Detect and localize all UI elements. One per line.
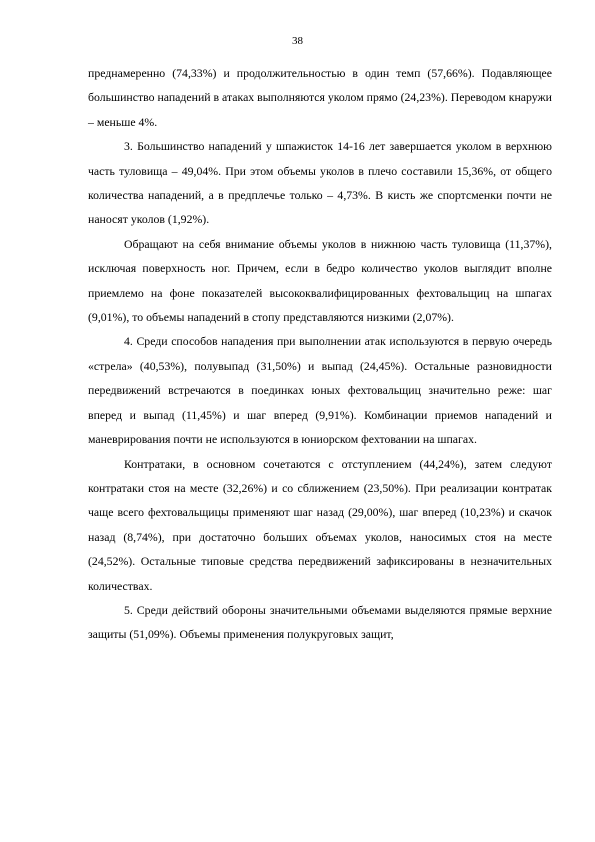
paragraph-counterattacks: Контратаки, в основном сочетаются с отступлением (44,24%), затем следуют контратаки стоя на месте (32,26%) и со сближением (23,50%). При реализации контратак чаще всего фехтовальщицы применяют шаг назад (29,00%), шаг вперед (10,23%) и скачок назад (8,74%), при достаточно больших объемах уколов, наносимых стоя на месте (24,52%). Остальные типовые средства передвижений зафиксированы в незначительных количествах. <box>88 456 552 593</box>
body-text <box>88 61 552 647</box>
paragraph-continuation: преднамеренно (74,33%) и продолжительностью в один темп (57,66%). Подавляющее большинство нападений в атаках выполняются уколом прямо (24,23%). Переводом кнаружи – меньше 4%. <box>88 66 552 129</box>
paragraph-conclusion-4: 4. Среди способов нападения при выполнении атак используются в первую очередь «стрела» (40,53%), полувыпад (31,50%) и выпад (24,45%). Остальные разновидности передвижений встречаются в поединках юных фехтовальщиц значительно реже: шаг вперед и выпад (11,45%) и шаг вперед (9,91%). Комбинации приемов нападений и маневрирования почти не используются в юниорском фехтовании на шпагах. <box>88 334 552 447</box>
paragraph-lower-torso: Обращают на себя внимание объемы уколов в нижнюю часть туловища (11,37%), исключая поверхность ног. Причем, если в бедро количество уколов выглядит вполне приемлемо на фоне показателей высококвалифицированных фехтовальщиц на шпагах (9,01%), то объемы нападений в стопу представляются низкими (2,07%). <box>88 236 552 325</box>
paragraph-conclusion-3: 3. Большинство нападений у шпажисток 14-16 лет завершается уколом в верхнюю часть туловища – 49,04%. При этом объемы уколов в плечо составили 15,36%, от общего количества нападений, а в предплечье только – 4,73%. В кисть же спортсменки почти не наносят уколов (1,92%). <box>88 139 552 227</box>
paragraph-conclusion-5: 5. Среди действий обороны значительными объемами выделяются прямые верхние защиты (51,09%). Объемы применения полукруговых защит, <box>88 602 552 642</box>
page-number: 38 <box>292 35 303 47</box>
